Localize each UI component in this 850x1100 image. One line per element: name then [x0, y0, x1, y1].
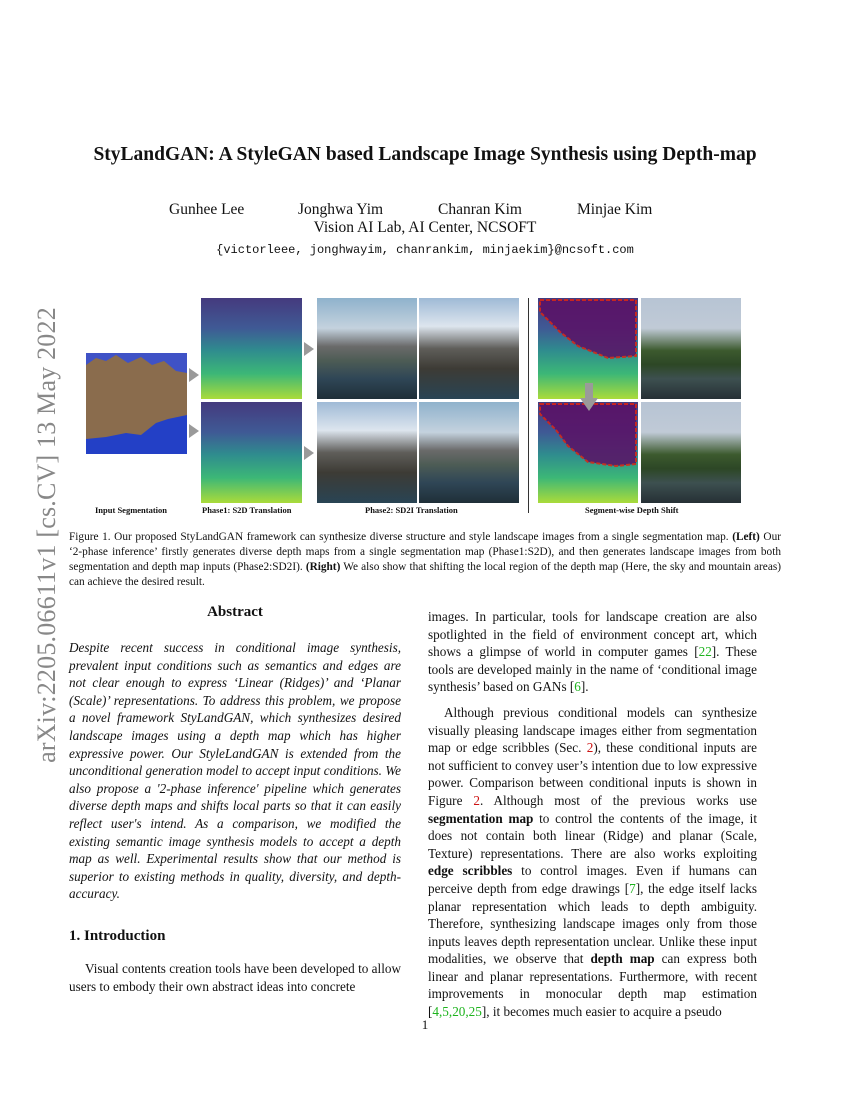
down-arrow-icon [580, 383, 598, 411]
author: Chanran Kim [438, 201, 522, 218]
input-segmentation-image [86, 353, 187, 454]
depth-map-image [538, 402, 638, 503]
figure-label: Segment-wise Depth Shift [585, 505, 679, 515]
arrow-icon [189, 368, 199, 382]
paragraph: Although previous conditional models can synthesize visually pleasing landscape images either from segmentation map or edge scribbles (Sec. 2), these conditional inputs are not sufficient to convey user’s intention due to low expressive power. Comparison between conditional inputs is shown in Figure 2. Although most of the previous works use segmentation map to control the contents of the image, it does not contain both linear (Ridge) and planar (Scale, Texture) representations. There are also works exploiting edge scribbles to control images. Even if humans can perceive depth from edge drawings [7], the edge itself lacks planar representation which leads to depth ambiguity. Therefore, synthesizing landscape images only from those inputs leaves depth representation unclear. Unlike these input modalities, we observe that depth map can express both linear and planar representations. Furthermore, with recent improvements in monocular depth map estimation [4,5,20,25], it becomes much easier to acquire a pseudo [428, 704, 757, 1020]
paragraph: images. In particular, tools for landscape creation are also spotlighted in the field of environment concept art, which shows a glimpse of world in computer games [22]. These tools are developed mainly in the name of ‘conditional image synthesis’ based on GANs [6]. [428, 609, 757, 695]
depth-map-image [201, 402, 302, 503]
citation-link[interactable]: 4,5,20,25 [432, 1004, 482, 1020]
figure-caption: Figure 1. Our proposed StyLandGAN framework can synthesize diverse structure and style landscape images from a single segmentation map. (Left) Our ‘2-phase inference’ firstly generates diverse depth maps from a single segmentation map (Phase1:S2D), and then generates landscape images from both segmentation and depth map inputs (Phase2:SD2I). (Right) We also show that shifting the local region of the depth map (Here, the sky and mountain areas) can achieve the desired result. [69, 531, 781, 588]
landscape-image [419, 402, 519, 503]
author: Minjae Kim [577, 201, 653, 218]
arrow-icon [304, 446, 314, 460]
landscape-image [317, 298, 417, 399]
depth-map-image [201, 298, 302, 399]
figure-label: Phase2: SD2I Translation [365, 505, 458, 515]
arrow-icon [189, 424, 199, 438]
figure-label: Phase1: S2D Translation [202, 505, 292, 515]
arxiv-identifier: arXiv:2205.06611v1 [cs.CV] 13 May 2022 [32, 307, 61, 763]
landscape-image [641, 298, 741, 399]
landscape-image [641, 402, 741, 503]
abstract-text: Despite recent success in conditional image synthesis, prevalent input conditions such as semantics and edges are not clear enough to express ‘Linear (Ridges)’ and ‘Planar (Scale)’ representations. To address this problem, we propose a novel framework StyLandGAN, which synthesizes desired landscape images using a depth map which has higher expressive power. Our StyleLandGAN is extended from the unconditional generation model to accept input conditions. We also propose a '2-phase inference' pipeline which generates diverse depth maps and shifts local parts so that it can easily reflect user's intend. As a comparison, we modified the existing semantic image synthesis models to accept a depth map as well. Experimental results show that our method is superior to existing methods in quality, diversity, and depth-accuracy. [69, 640, 401, 902]
author: Gunhee Lee [169, 201, 245, 218]
paper-title: StyLandGAN: A StyleGAN based Landscape Image Synthesis using Depth-map [93, 144, 757, 165]
page-number: 1 [421, 1017, 429, 1032]
right-column [428, 608, 757, 1029]
citation-link[interactable]: 22 [698, 644, 712, 660]
affiliation: Vision AI Lab, AI Center, NCSOFT [313, 219, 537, 236]
citation-link[interactable]: 6 [574, 679, 581, 695]
section-heading: 1. Introduction [69, 928, 166, 944]
landscape-image [317, 402, 417, 503]
section-link[interactable]: 2 [586, 740, 594, 756]
figure-divider [528, 298, 529, 513]
author: Jonghwa Yim [298, 201, 384, 218]
author-emails: {victorleee, jonghwayim, chanrankim, minjaekim}@ncsoft.com [216, 243, 634, 257]
intro-paragraph: Visual contents creation tools have been developed to allow users to embody their own abstract ideas into concrete [69, 961, 401, 994]
landscape-image [419, 298, 519, 399]
figure-label: Input Segmentation [95, 505, 168, 515]
abstract-heading: Abstract [207, 604, 263, 620]
citation-link[interactable]: 7 [629, 880, 636, 896]
arrow-icon [304, 342, 314, 356]
figure-link[interactable]: 2 [473, 792, 480, 808]
